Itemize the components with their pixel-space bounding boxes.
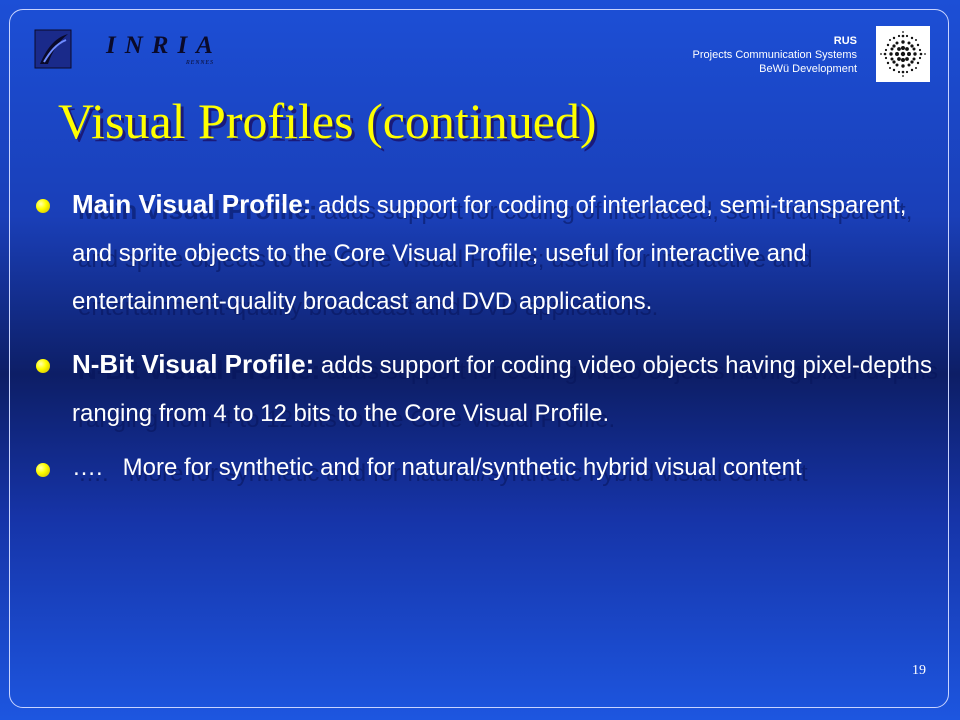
bullet-dot-icon — [36, 199, 50, 213]
bullet-dot-icon — [36, 463, 50, 477]
inria-logo — [34, 26, 224, 72]
bullet-heading: Main Visual Profile — [72, 189, 303, 219]
bullet-body: adds support for coding of interlaced, semi-transparent, and sprite objects to the Core Visual Profile; useful for interactive and entertainment-quality broadcast and DVD applications. — [72, 192, 907, 315]
inria-logo-text: INRIA — [106, 32, 222, 59]
bullet-item — [32, 180, 932, 326]
bullet-heading: N-Bit Visual Profile — [72, 349, 306, 379]
bullet-heading-colon: : — [305, 349, 315, 379]
org-title: RUS — [833, 35, 857, 47]
dotted-circle-icon — [876, 26, 930, 82]
bullet-list — [32, 180, 932, 492]
slide-title: Visual Profiles (continued) — [58, 93, 597, 149]
org-info — [693, 34, 857, 76]
bullet-heading-colon: : — [302, 189, 312, 219]
university-seal-logo — [876, 26, 930, 82]
inria-emblem-icon — [34, 26, 74, 72]
bullet-item — [32, 340, 932, 438]
org-line-1: Projects Communication Systems — [692, 49, 857, 61]
bullet-item — [32, 444, 932, 492]
inria-logo-subtext: RENNES — [186, 60, 214, 66]
bullet-body: adds support for coding video objects having pixel-depths ranging from 4 to 12 bits to the Core Visual Profile. — [72, 352, 932, 427]
bullet-dot-icon — [36, 359, 50, 373]
page-number: 19 — [912, 663, 926, 678]
bullet-body: …. More for synthetic and for natural/synthetic hybrid visual content — [72, 454, 802, 481]
org-line-2: BeWü Development — [759, 63, 857, 75]
